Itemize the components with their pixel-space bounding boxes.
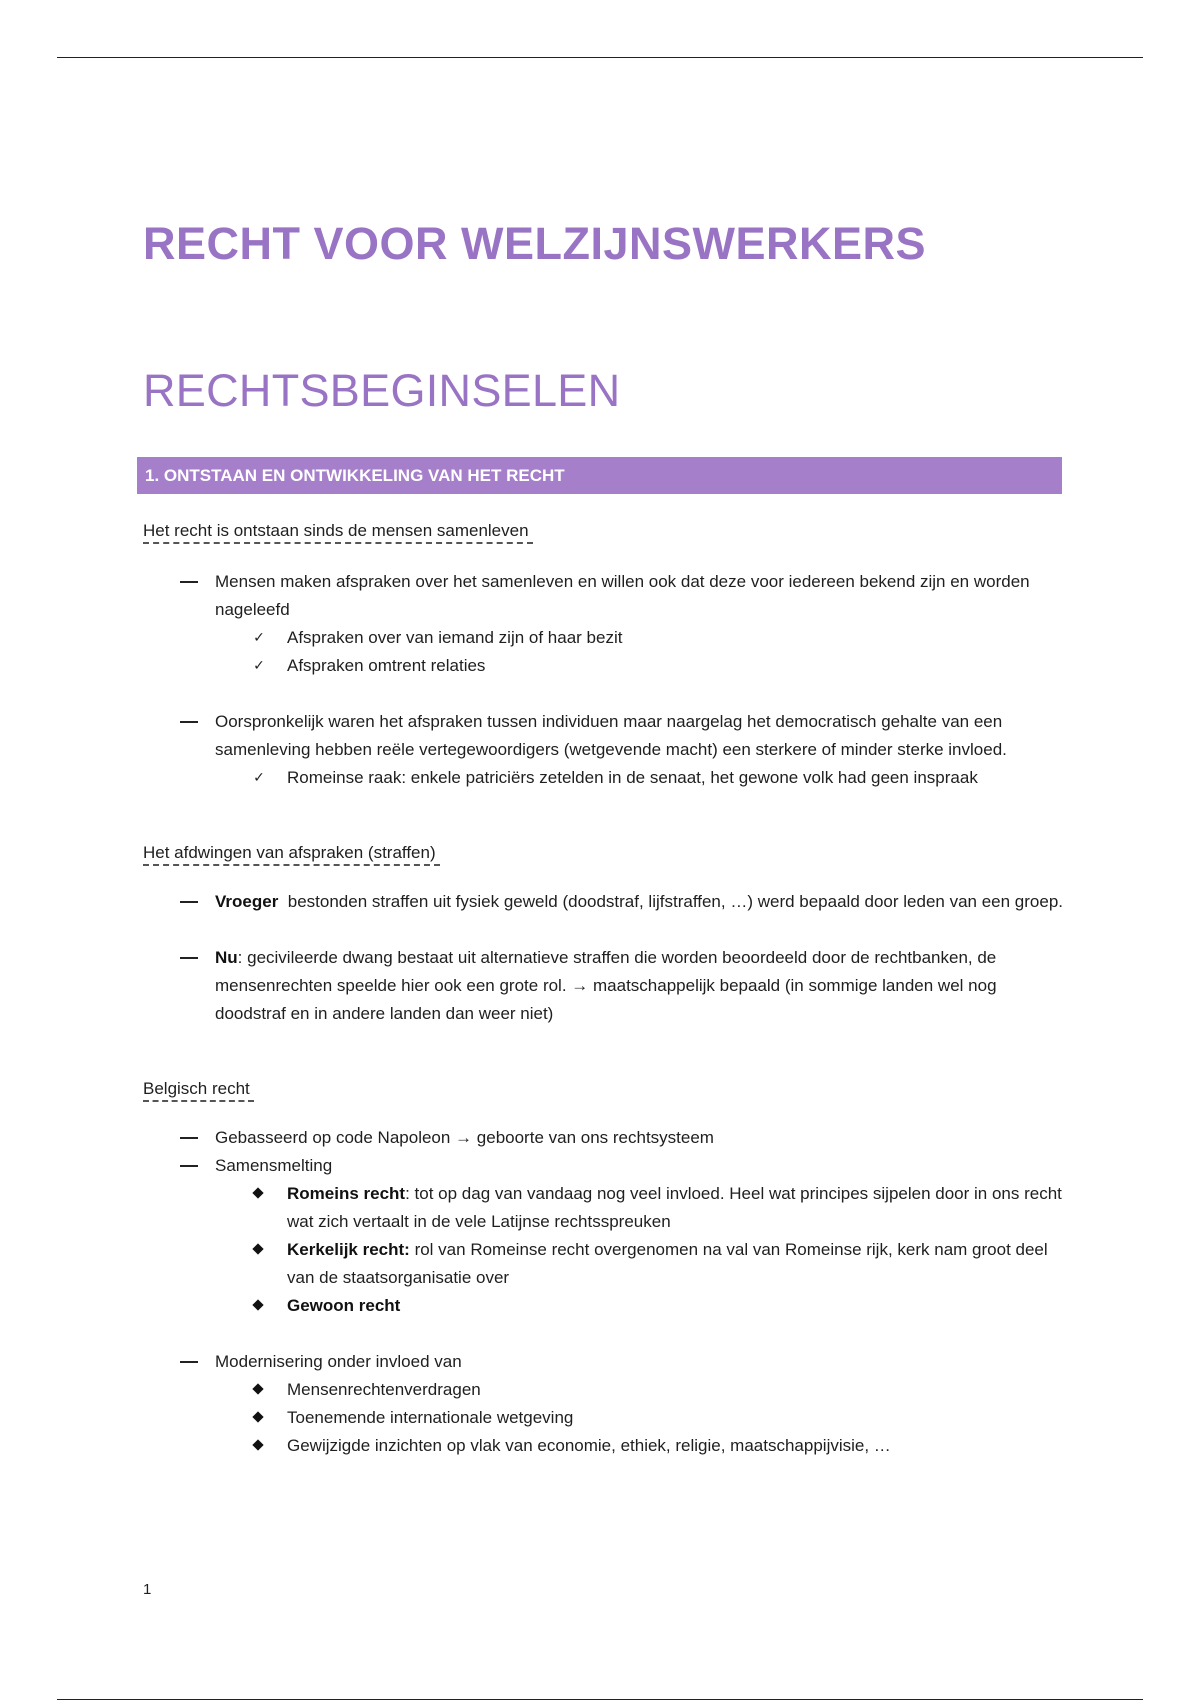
list-item [143, 888, 1063, 916]
bold-term: Vroeger [215, 892, 279, 911]
list-item [215, 1180, 1063, 1236]
page-number: 1 [143, 1581, 152, 1598]
bold-term: Nu [215, 948, 238, 967]
list-item-text: Afspraken omtrent relaties [287, 656, 486, 675]
dash-bullet-icon [180, 1152, 198, 1180]
diamond-bullet-icon [251, 1292, 267, 1320]
section-heading-bar: 1. ONTSTAAN EN ONTWIKKELING VAN HET RECHT [137, 457, 1062, 494]
checkmark-icon: ✓ [253, 770, 265, 786]
list-item [215, 624, 1063, 652]
diamond-bullet-icon [251, 1404, 267, 1432]
top-border-line [57, 57, 1143, 58]
list-item [143, 568, 1063, 680]
list-item-text: Samensmelting [215, 1156, 333, 1175]
checkmark-icon: ✓ [253, 630, 265, 646]
document-title: RECHT VOOR WELZIJNSWERKERS [143, 218, 927, 269]
diamond-bullet-icon [251, 1432, 267, 1460]
checkmark-icon: ✓ [253, 658, 265, 674]
list-item-text: rol van Romeinse recht overgenomen na val van Romeinse rijk, kerk nam groot deel van de staatsorganisatie over [287, 1240, 1048, 1287]
subheading-origin: Het recht is ontstaan sinds de mensen samenleven [143, 520, 533, 544]
list-item [215, 1404, 1063, 1432]
dash-bullet-icon [180, 944, 198, 972]
document-subtitle: RECHTSBEGINSELEN [143, 365, 621, 416]
subheading-enforcement: Het afdwingen van afspraken (straffen) [143, 842, 440, 866]
dash-bullet-icon [180, 1348, 198, 1376]
bold-term: Romeins recht [287, 1184, 406, 1203]
list-item-text: : gecivileerde dwang bestaat uit alternatieve straffen die worden beoordeeld door de rechtbanken, de mensenrechten speelde hier ook een grote rol. → maatschappelijk bepaald (in sommige landen wel nog doodstraf en in andere landen dan weer niet) [215, 948, 997, 1023]
list-item [143, 708, 1063, 792]
list-item [215, 1236, 1063, 1292]
list-item [215, 1432, 1063, 1460]
list-item-text: Mensenrechtenverdragen [287, 1380, 481, 1399]
enforcement-list [143, 888, 1063, 1028]
dash-bullet-icon [180, 888, 198, 916]
bold-term: Kerkelijk recht: [287, 1240, 410, 1259]
dash-bullet-icon [180, 708, 198, 736]
list-item [143, 1124, 1063, 1152]
list-item [143, 944, 1063, 1028]
diamond-bullet-icon [251, 1236, 267, 1264]
belgian-law-list [143, 1124, 1063, 1460]
list-item-text: bestonden straffen uit fysiek geweld (doodstraf, lijfstraffen, …) werd bepaald door leden van een groep. [278, 892, 1063, 911]
list-item-text: Modernisering onder invloed van [215, 1352, 462, 1371]
diamond-bullet-icon [251, 1180, 267, 1208]
document-body [143, 520, 1063, 1460]
list-item [215, 1292, 1063, 1320]
diamond-bullet-icon [251, 1376, 267, 1404]
list-item [143, 1152, 1063, 1320]
subheading-belgian-law: Belgisch recht [143, 1078, 254, 1102]
bold-term: Gewoon recht [287, 1296, 401, 1315]
list-item-text: Gewijzigde inzichten op vlak van economie, ethiek, religie, maatschappijvisie, … [287, 1436, 891, 1455]
list-item [215, 764, 1063, 792]
list-item [143, 1348, 1063, 1460]
origin-list [143, 568, 1063, 792]
list-item-text: Gebasseerd op code Napoleon → geboorte van ons rechtsysteem [215, 1128, 714, 1147]
dash-bullet-icon [180, 568, 198, 596]
list-item [215, 652, 1063, 680]
list-item-text: Afspraken over van iemand zijn of haar bezit [287, 628, 623, 647]
list-item [215, 1376, 1063, 1404]
list-item-text: Toenemende internationale wetgeving [287, 1408, 574, 1427]
list-item-text: Mensen maken afspraken over het samenleven en willen ook dat deze voor iedereen bekend zijn en worden nageleefd [215, 572, 1030, 619]
list-item-text: Oorspronkelijk waren het afspraken tussen individuen maar naargelag het democratisch gehalte van een samenleving hebben reële vertegewoordigers (wetgevende macht) een sterkere of minder sterke invloed. [215, 712, 1007, 759]
list-item-text: Romeinse raak: enkele patriciërs zetelden in de senaat, het gewone volk had geen inspraak [287, 768, 978, 787]
list-item-text: : tot op dag van vandaag nog veel invloed. Heel wat principes sijpelen door in ons recht wat zich vertaalt in de vele Latijnse rechtsspreuken [287, 1184, 1062, 1231]
dash-bullet-icon [180, 1124, 198, 1152]
